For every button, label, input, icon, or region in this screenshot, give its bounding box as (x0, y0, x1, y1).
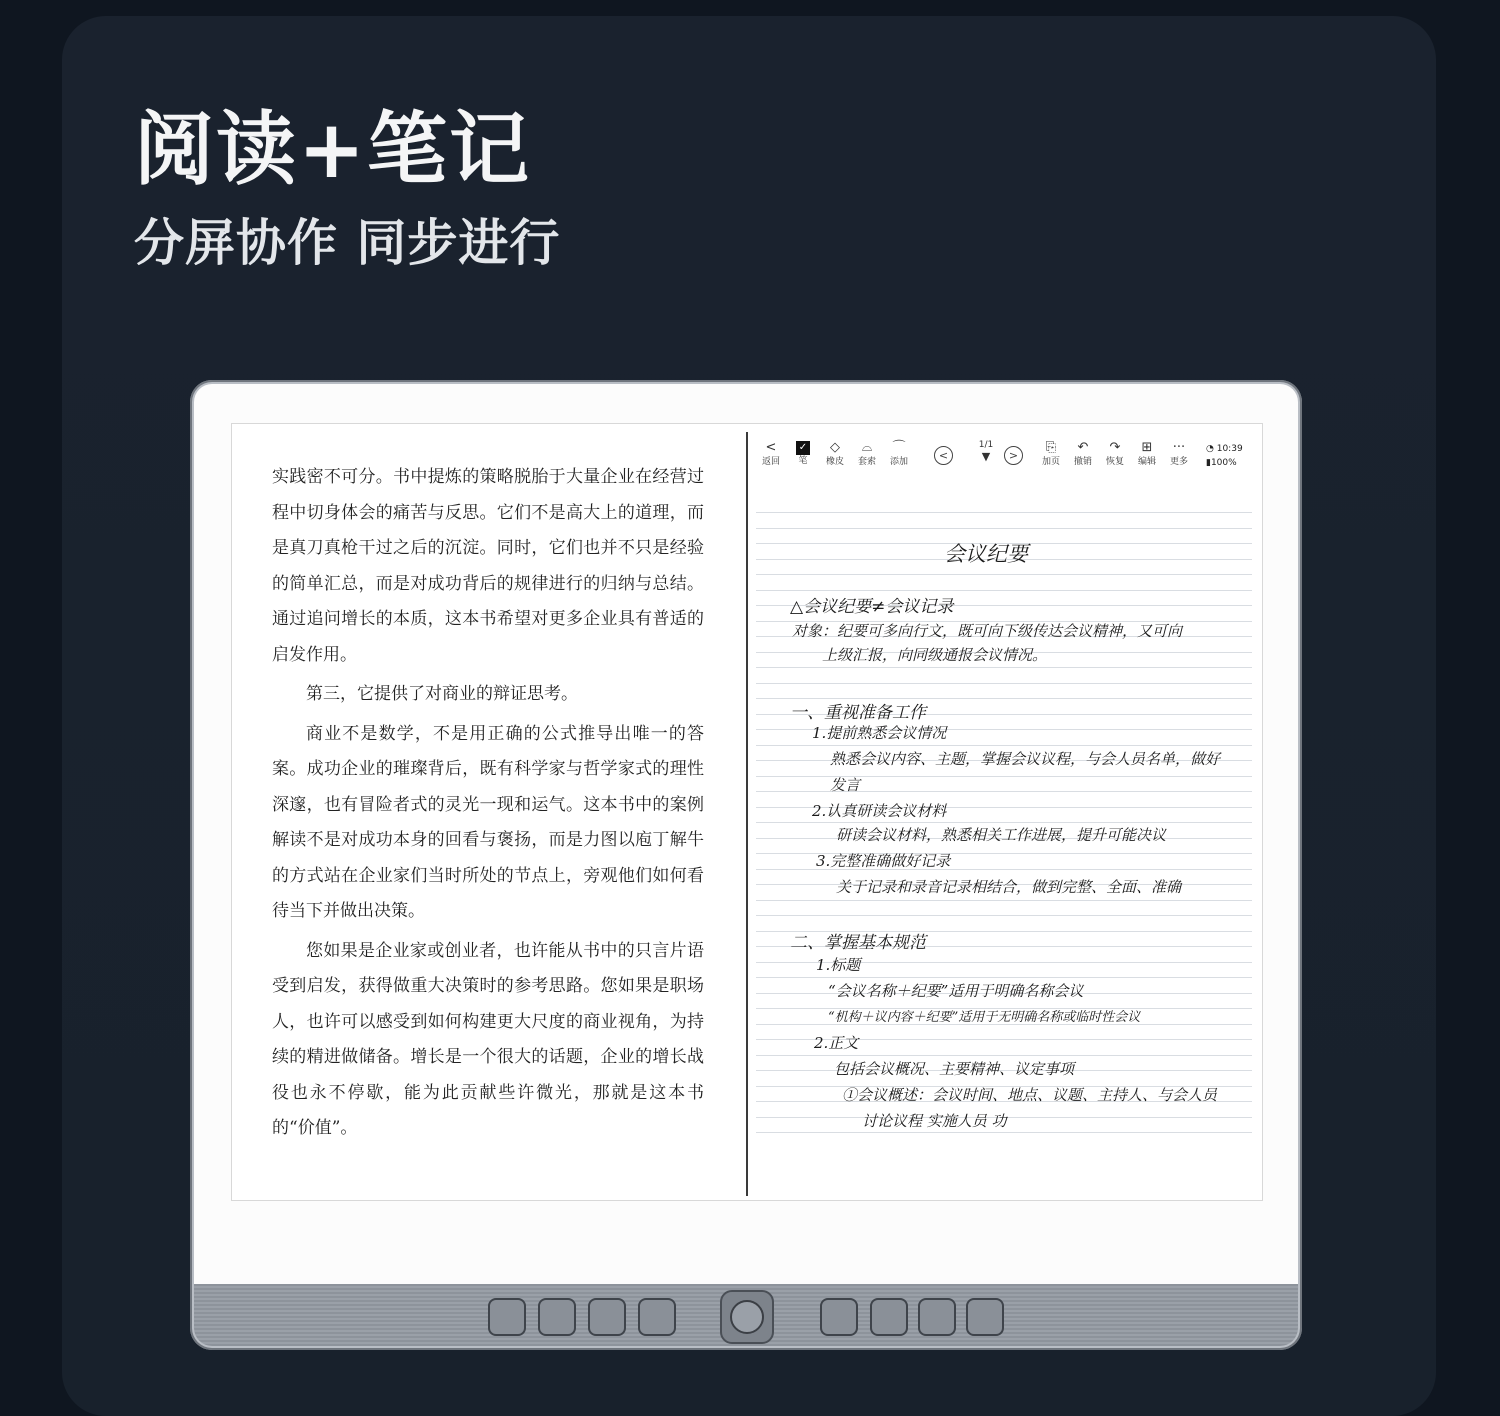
ruled-line (756, 915, 1252, 916)
handwritten-line: “机构＋议内容＋纪要”适用于无明确名称或临时性会议 (828, 1010, 1141, 1025)
headline: 阅读+笔记 (134, 103, 532, 196)
handwritten-line: 讨论议程 实施人员 功 (862, 1112, 1007, 1130)
page-indicator[interactable]: 1/1 ▼ (978, 440, 994, 463)
hardware-key[interactable] (820, 1298, 858, 1336)
ruled-line (756, 574, 1252, 575)
ruled-line (756, 1132, 1252, 1133)
handwritten-line: 对象：纪要可多向行文，既可向下级传达会议精神，又可向 (792, 622, 1183, 640)
ruled-line (756, 528, 1252, 529)
eraser-button[interactable]: ◇ 橡皮 (820, 440, 850, 468)
ruled-line (756, 512, 1252, 513)
handwritten-line: 1.标题 (816, 956, 861, 974)
hardware-key[interactable] (966, 1298, 1004, 1336)
subheadline: 分屏协作 同步进行 (134, 214, 561, 272)
book-paragraph: 实践密不可分。书中提炼的策略脱胎于大量企业在经营过程中切身体会的痛苦与反思。它们不是高大上的道理，而是真刀真枪干过之后的沉淀。同时，它们也并不只是经验的简单汇总，而是对成功背后的规律进行的归纳与总结。通过追问增长的本质，这本书希望对更多企业具有普适的启发作用。 (272, 467, 704, 665)
add-page-icon: ⎘ (1045, 440, 1057, 455)
redo-icon: ↷ (1109, 440, 1121, 455)
handwritten-line: 包括会议概况、主要精神、议定事项 (834, 1060, 1075, 1078)
note-toolbar (756, 440, 1256, 474)
pen-button[interactable]: ✓ 笔 (788, 440, 818, 467)
prev-page-button[interactable]: < (934, 446, 953, 465)
hardware-key[interactable] (588, 1298, 626, 1336)
ruled-line (756, 822, 1252, 823)
ruled-line (756, 900, 1252, 901)
handwritten-note-pane[interactable] (756, 500, 1252, 1140)
eraser-icon: ◇ (830, 440, 840, 455)
undo-button[interactable]: ↶ 撤销 (1068, 440, 1098, 468)
more-icon: ··· (1172, 440, 1186, 455)
hardware-key[interactable] (538, 1298, 576, 1336)
lasso-icon: ⌓ (861, 440, 873, 455)
handwritten-line: 关于记录和录音记录相结合，做到完整、全面、准确 (836, 878, 1182, 896)
ruled-line (756, 1055, 1252, 1056)
ruled-line (756, 977, 1252, 978)
redo-button[interactable]: ↷ 恢复 (1100, 440, 1130, 468)
back-button[interactable]: < 返回 (756, 440, 786, 468)
ruled-line (756, 590, 1252, 591)
hardware-key[interactable] (638, 1298, 676, 1336)
handwritten-line: 二、掌握基本规范 (790, 933, 926, 953)
hardware-key[interactable] (918, 1298, 956, 1336)
add-page-button[interactable]: ⎘ 加页 (1036, 440, 1066, 468)
handwritten-line: 熟悉会议内容、主题，掌握会议议程，与会人员名单，做好 (830, 750, 1221, 768)
handwritten-line: 研读会议材料，熟悉相关工作进展，提升可能决议 (836, 826, 1167, 844)
battery-level: 100% (1210, 458, 1237, 468)
book-paragraph: 您如果是企业家或创业者，也许能从书中的只言片语受到启发，获得做重大决策时的参考思路。您如果是职场人，也许可以感受到如何构建更大尺度的商业视角，为持续的精进做储备。增长是一个很大的话题，企业的增长战役也永不停歇，能为此贡献些许微光，那就是这本书的“价值”。 (272, 940, 704, 1138)
lasso-button[interactable]: ⌓ 套索 (852, 440, 882, 468)
ruled-line (756, 667, 1252, 668)
status-area (1206, 442, 1243, 470)
book-reader-pane[interactable] (272, 460, 704, 1147)
handwritten-line: △会议纪要≠会议记录 (790, 597, 954, 617)
handwritten-line: ①会议概述：会议时间、地点、议题、主持人、与会人员 (842, 1086, 1218, 1104)
book-paragraph: 商业不是数学，不是用正确的公式推导出唯一的答案。成功企业的璀璨背后，既有科学家与哲学家式的理性深邃，也有冒险者式的灵光一现和运气。这本书中的案例解读不是对成功本身的回看与褒扬，而是力图以庖丁解牛的方式站在企业家们当时所处的节点上，旁观他们如何看待当下并做出决策。 (272, 723, 704, 921)
handwritten-line: “会议名称＋纪要”适用于明确名称会议 (828, 982, 1084, 1000)
dropdown-icon: ▼ (981, 450, 991, 463)
handwritten-line: 2.正文 (814, 1034, 859, 1052)
hardware-key[interactable] (488, 1298, 526, 1336)
clock: 10:39 (1216, 444, 1243, 454)
handwritten-line: 1.提前熟悉会议情况 (812, 724, 947, 742)
ruled-line (756, 745, 1252, 746)
add-icon: ⌒ (892, 440, 906, 455)
book-paragraph: 第三，它提供了对商业的辩证思考。 (306, 684, 578, 704)
next-page-button[interactable]: > (1004, 446, 1023, 465)
back-icon: < (765, 440, 777, 455)
handwritten-line: 上级汇报，向同级通报会议情况。 (822, 646, 1048, 664)
note-title: 会议纪要 (944, 542, 1028, 566)
wifi-icon: ◔ (1206, 444, 1214, 454)
hardware-key[interactable] (870, 1298, 908, 1336)
split-divider[interactable] (746, 432, 748, 1196)
home-button[interactable] (720, 1290, 774, 1344)
battery-icon: ▮ (1206, 458, 1211, 468)
handwritten-line: 2.认真研读会议材料 (812, 802, 947, 820)
undo-icon: ↶ (1077, 440, 1089, 455)
handwritten-line: 发言 (830, 776, 861, 794)
pen-icon: ✓ (796, 441, 810, 455)
home-ring-icon (730, 1300, 764, 1334)
add-button[interactable]: ⌒ 添加 (884, 440, 914, 468)
handwritten-line: 一、重视准备工作 (790, 703, 926, 723)
edit-icon: ⊞ (1141, 440, 1153, 455)
edit-button[interactable]: ⊞ 编辑 (1132, 440, 1162, 468)
handwritten-line: 3.完整准确做好记录 (816, 852, 951, 870)
ruled-line (756, 683, 1252, 684)
more-button[interactable]: ··· 更多 (1164, 440, 1194, 468)
